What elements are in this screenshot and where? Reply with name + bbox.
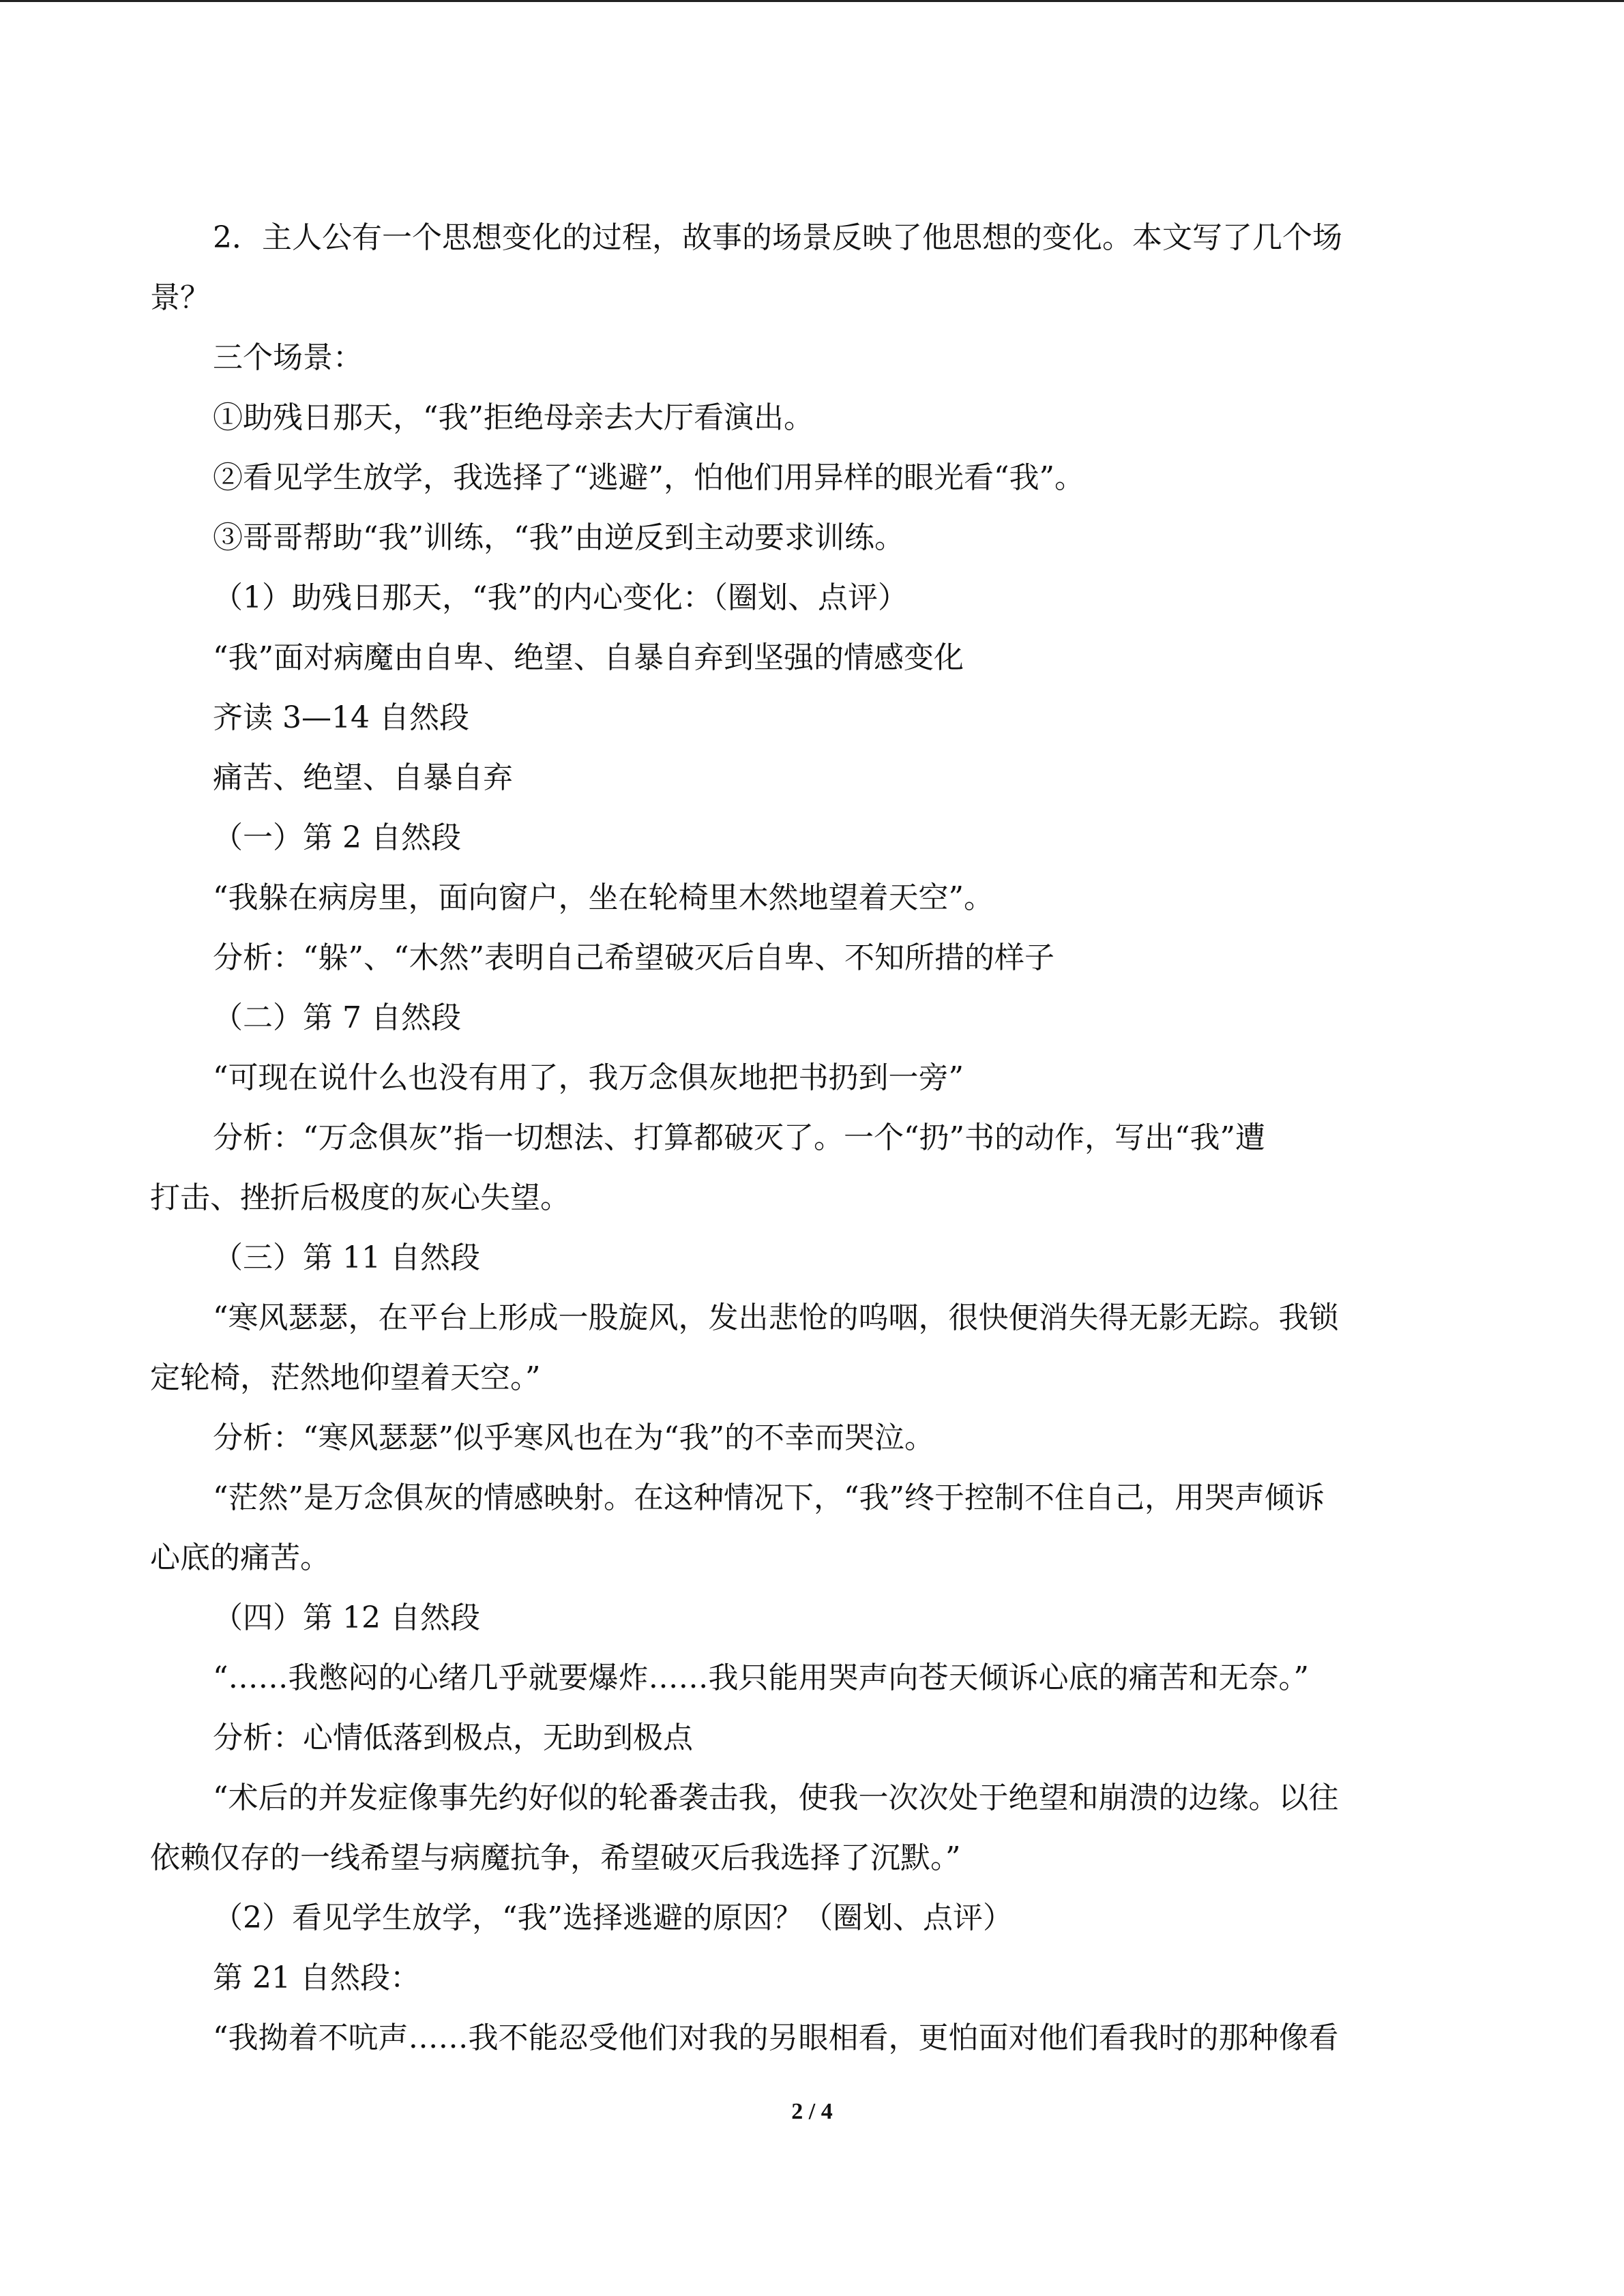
paragraph-line: 景？ — [150, 280, 210, 315]
paragraph-line: “我拗着不吭声……我不能忍受他们对我的另眼相看，更怕面对他们看我时的那种像看 — [213, 2021, 1339, 2055]
paragraph-line: （三）第 11 自然段 — [213, 1240, 480, 1275]
paragraph-line: 分析：“万念俱灰”指一切想法、打算都破灭了。一个“扔”书的动作，写出“我”遭 — [213, 1120, 1265, 1155]
document-body — [150, 208, 1473, 2068]
paragraph-line: “可现在说什么也没有用了，我万念俱灰地把书扔到一旁” — [213, 1060, 964, 1095]
paragraph-line: 三个场景： — [213, 340, 363, 375]
top-border — [0, 0, 1624, 2]
paragraph-line: 依赖仅存的一线希望与病魔抗争，希望破灭后我选择了沉默。” — [150, 1840, 961, 1875]
paragraph-line: （2）看见学生放学，“我”选择逃避的原因？（圈划、点评） — [213, 1900, 1013, 1935]
paragraph-line: （四）第 12 自然段 — [213, 1600, 480, 1635]
paragraph-line: 痛苦、绝望、自暴自弃 — [213, 760, 513, 795]
paragraph-line: 打击、挫折后极度的灰心失望。 — [150, 1180, 570, 1215]
paragraph-line: “我”面对病魔由自卑、绝望、自暴自弃到坚强的情感变化 — [213, 640, 964, 675]
paragraph-line: ②看见学生放学，我选择了“逃避”，怕他们用异样的眼光看“我”。 — [213, 460, 1084, 495]
paragraph-line: “我躲在病房里，面向窗户，坐在轮椅里木然地望着天空”。 — [213, 880, 994, 915]
paragraph-line: 心底的痛苦。 — [150, 1540, 330, 1575]
paragraph-line: “茫然”是万念俱灰的情感映射。在这种情况下，“我”终于控制不住自己，用哭声倾诉 — [213, 1480, 1325, 1515]
paragraph-line: 分析：“躲”、“木然”表明自己希望破灭后自卑、不知所措的样子 — [213, 940, 1054, 975]
paragraph-line: ①助残日那天，“我”拒绝母亲去大厅看演出。 — [213, 400, 814, 435]
paragraph-line: “……我憋闷的心绪几乎就要爆炸……我只能用哭声向苍天倾诉心底的痛苦和无奈。” — [213, 1660, 1309, 1695]
paragraph-line: ③哥哥帮助“我”训练，“我”由逆反到主动要求训练。 — [213, 520, 904, 555]
paragraph-line: 2．主人公有一个思想变化的过程，故事的场景反映了他思想的变化。本文写了几个场 — [213, 220, 1342, 255]
paragraph-line: （1）助残日那天，“我”的内心变化：（圈划、点评） — [213, 580, 908, 615]
paragraph-line: 第 21 自然段： — [213, 1960, 420, 1995]
paragraph-line: “寒风瑟瑟，在平台上形成一股旋风，发出悲怆的呜咽，很快便消失得无影无踪。我锁 — [213, 1300, 1339, 1335]
paragraph-line: 定轮椅，茫然地仰望着天空。” — [150, 1360, 541, 1395]
paragraph-line: （一）第 2 自然段 — [213, 820, 461, 855]
paragraph-line: “术后的并发症像事先约好似的轮番袭击我，使我一次次处于绝望和崩溃的边缘。以往 — [213, 1780, 1339, 1815]
paragraph-line: 分析：“寒风瑟瑟”似乎寒风也在为“我”的不幸而哭泣。 — [213, 1420, 934, 1455]
paragraph-line: （二）第 7 自然段 — [213, 1000, 461, 1035]
page-number: 2 / 4 — [791, 2099, 833, 2124]
paragraph-line: 分析：心情低落到极点，无助到极点 — [213, 1720, 693, 1755]
paragraph-line: 齐读 3—14 自然段 — [213, 700, 469, 735]
